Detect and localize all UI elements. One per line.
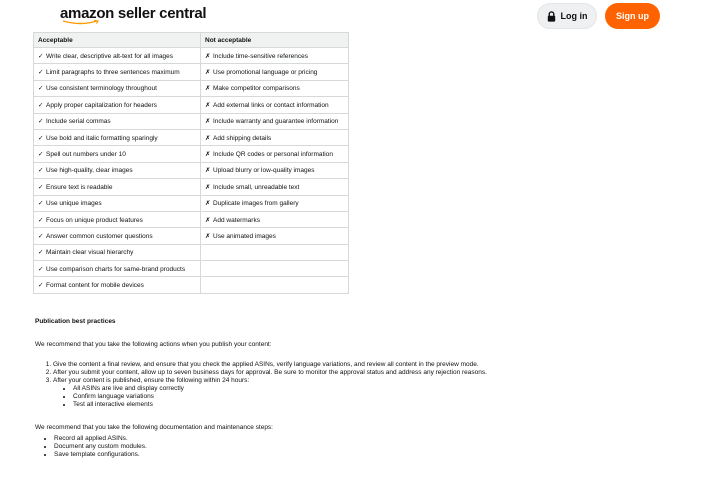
table-row (34, 228, 349, 244)
check-icon: ✓ (38, 85, 44, 93)
top-header (0, 0, 720, 30)
signup-button[interactable] (605, 3, 660, 29)
table-header-row (34, 33, 349, 48)
table-row (34, 48, 349, 64)
check-icon: ✓ (38, 265, 44, 273)
check-icon: ✓ (38, 151, 44, 159)
list-item: • Document any custom modules. (54, 443, 495, 451)
cross-icon: ✗ (205, 216, 211, 224)
cell-text: Use promotional language or pricing (213, 69, 318, 77)
cell-text: Use animated images (213, 232, 276, 240)
not-acceptable-cell (201, 129, 349, 145)
cell-text: Add external links or contact information (213, 101, 329, 109)
not-acceptable-cell (201, 64, 349, 80)
cell-text: Upload blurry or low-quality images (213, 167, 315, 175)
cross-icon: ✗ (205, 232, 211, 240)
check-icon: ✓ (38, 232, 44, 240)
check-icon: ✓ (38, 69, 44, 77)
cross-icon: ✗ (205, 101, 211, 109)
cell-text: Use consistent terminology throughout (46, 85, 157, 93)
check-icon: ✓ (38, 167, 44, 175)
table-row (34, 261, 349, 277)
table-row (34, 64, 349, 80)
acceptable-cell (34, 48, 201, 64)
table-row (34, 162, 349, 178)
cell-text: Use comparison charts for same-brand products (46, 265, 186, 273)
table-row (34, 195, 349, 211)
acceptable-cell (34, 179, 201, 195)
publication-section (35, 318, 495, 459)
cross-icon: ✗ (205, 52, 211, 60)
list-item: • Test all interactive elements (73, 401, 495, 409)
not-acceptable-cell (201, 162, 349, 178)
not-acceptable-cell (201, 97, 349, 113)
check-icon: ✓ (38, 282, 44, 290)
cell-text: Use bold and italic formatting sparingly (46, 134, 158, 142)
column-header-not-acceptable: Not acceptable (201, 33, 349, 48)
publication-intro: We recommend that you take the following actions when you publish your content: (35, 341, 272, 348)
cross-icon: ✗ (205, 69, 211, 77)
cross-icon: ✗ (205, 134, 211, 142)
acceptable-cell (34, 80, 201, 96)
table-row (34, 244, 349, 260)
table-row (34, 129, 349, 145)
acceptable-cell (34, 277, 201, 293)
not-acceptable-cell (201, 244, 349, 260)
cell-text: Ensure text is readable (46, 183, 113, 191)
cross-icon: ✗ (205, 118, 211, 126)
cell-text: Apply proper capitalization for headers (46, 101, 157, 109)
guidelines-table (33, 32, 349, 294)
acceptable-cell (34, 244, 201, 260)
list-item: • Save template configurations. (54, 451, 495, 459)
table-body (34, 48, 349, 294)
cell-text: Duplicate images from gallery (213, 200, 299, 208)
table-row (34, 113, 349, 129)
acceptable-cell (34, 113, 201, 129)
not-acceptable-cell (201, 48, 349, 64)
cell-text: Answer common customer questions (46, 232, 153, 240)
list-item: 1. Give the content a final review, and ensure that you check the applied ASINs, verify language variations, and review all content in the preview mode. (53, 361, 495, 369)
table-row (34, 97, 349, 113)
cell-text: Include warranty and guarantee information (213, 118, 339, 126)
check-icon: ✓ (38, 101, 44, 109)
amazon-smile-icon (61, 20, 101, 25)
check-icon: ✓ (38, 249, 44, 257)
not-acceptable-cell (201, 277, 349, 293)
cell-text: Limit paragraphs to three sentences maximum (46, 69, 180, 77)
cell-text: Use unique images (46, 200, 102, 208)
not-acceptable-cell (201, 195, 349, 211)
cell-text: Include serial commas (46, 118, 111, 126)
table-row (34, 277, 349, 293)
table-row (34, 146, 349, 162)
cross-icon: ✗ (205, 183, 211, 191)
check-icon: ✓ (38, 200, 44, 208)
list-item: 2. After you submit your content, allow up to seven business days for approval. Be sure to monitor the approval status and address any rejection reasons. (53, 369, 495, 377)
acceptable-cell (34, 64, 201, 80)
cell-text: Maintain clear visual hierarchy (46, 249, 134, 257)
login-label: Log in (560, 11, 588, 21)
cell-text: Include time-sensitive references (213, 52, 309, 60)
cell-text: Include small, unreadable text (213, 183, 300, 191)
section-title: Publication best practices (35, 318, 116, 325)
signup-label: Sign up (616, 11, 649, 21)
table-row (34, 80, 349, 96)
cell-text: Use high-quality, clear images (46, 167, 133, 175)
acceptable-cell (34, 146, 201, 162)
cell-text: Add shipping details (213, 134, 272, 142)
not-acceptable-cell (201, 211, 349, 227)
acceptable-cell (34, 129, 201, 145)
not-acceptable-cell (201, 80, 349, 96)
cell-text: Include QR codes or personal information (213, 151, 333, 159)
acceptable-cell (34, 162, 201, 178)
acceptable-cell (34, 195, 201, 211)
check-icon: ✓ (38, 134, 44, 142)
table-row (34, 179, 349, 195)
not-acceptable-cell (201, 146, 349, 162)
cross-icon: ✗ (205, 85, 211, 93)
check-icon: ✓ (38, 52, 44, 60)
publication-steps (35, 361, 495, 409)
cell-text: Focus on unique product features (46, 216, 143, 224)
acceptable-cell (34, 228, 201, 244)
list-item (53, 377, 495, 409)
cell-text: Add watermarks (213, 216, 260, 224)
documentation-intro: We recommend that you take the following documentation and maintenance steps: (35, 424, 273, 431)
column-header-acceptable: Acceptable (34, 33, 201, 48)
acceptable-cell (34, 211, 201, 227)
publication-substeps (53, 385, 495, 409)
cross-icon: ✗ (205, 167, 211, 175)
cell-text: Spell out numbers under 10 (46, 151, 126, 159)
cell-text: Make competitor comparisons (213, 85, 300, 93)
list-item-text: After your content is published, ensure the following within 24 hours: (53, 377, 250, 384)
list-item: • Record all applied ASINs. (54, 435, 495, 443)
not-acceptable-cell (201, 228, 349, 244)
list-item: • All ASINs are live and display correctly (73, 385, 495, 393)
check-icon: ✓ (38, 183, 44, 191)
check-icon: ✓ (38, 118, 44, 126)
lock-icon (547, 11, 556, 22)
amazon-seller-central-logo[interactable]: amazon seller central (60, 5, 207, 22)
table-row (34, 211, 349, 227)
cross-icon: ✗ (205, 200, 211, 208)
cell-text: Format content for mobile devices (46, 282, 144, 290)
cell-text: Write clear, descriptive alt-text for all images (46, 52, 174, 60)
cross-icon: ✗ (205, 151, 211, 159)
not-acceptable-cell (201, 179, 349, 195)
list-item: • Confirm language variations (73, 393, 495, 401)
check-icon: ✓ (38, 216, 44, 224)
acceptable-cell (34, 261, 201, 277)
not-acceptable-cell (201, 261, 349, 277)
acceptable-cell (34, 97, 201, 113)
login-button[interactable] (537, 3, 597, 29)
not-acceptable-cell (201, 113, 349, 129)
documentation-steps (35, 435, 495, 459)
